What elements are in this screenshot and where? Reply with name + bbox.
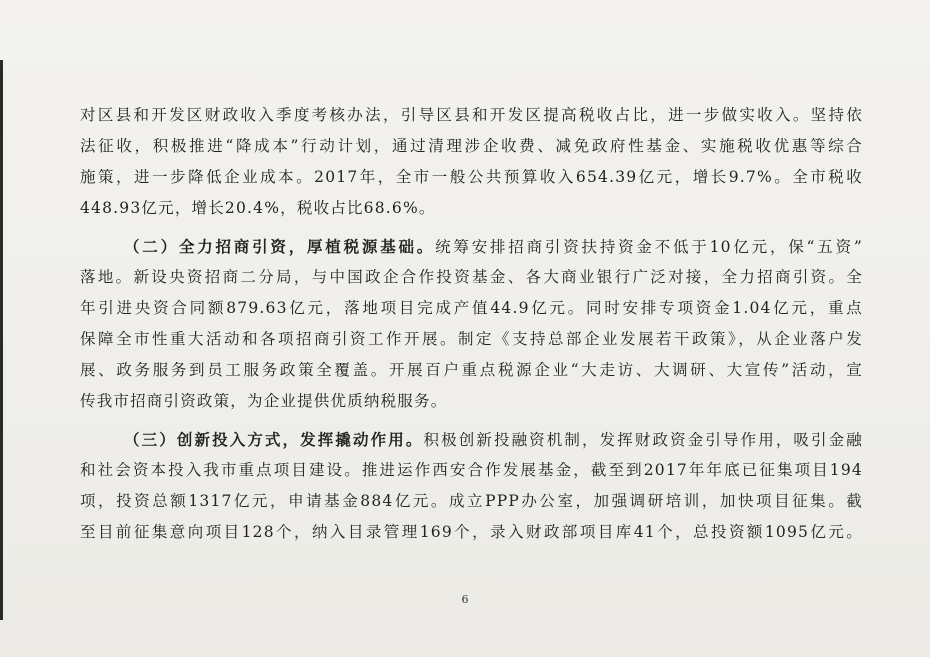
text-line: 保障全市性重大活动和各项招商引资工作开展。制定《支持总部企业发展若干政策》，从企业落户发 (80, 330, 863, 348)
section-heading: （三）创新投入方式，发挥撬动作用。 (124, 430, 424, 449)
text-line: 展、政务服务到员工服务政策全覆盖。开展百户重点税源企业“大走访、大调研、大宣传”活动，宣 (80, 361, 863, 379)
text-line: 448.93亿元，增长20.4%，税收占比68.6%。 (80, 199, 436, 217)
paragraph-revenue (80, 100, 863, 224)
text-line: 传我市招商引资政策，为企业提供优质纳税服务。 (80, 392, 448, 410)
text-line: 年引进央资合同额879.63亿元，落地项目完成产值44.9亿元。同时安排专项资金1.04亿元，重点 (80, 299, 863, 317)
paragraph-investment-methods (80, 424, 863, 548)
text-segment: 积极创新投融资机制，发挥财政资金引导作用，吸引金融 (423, 431, 863, 449)
text-segment: 统筹安排招商引资扶持资金不低于10亿元，保“五资” (435, 238, 863, 256)
text-line: 落地。新设央资招商二分局，与中国政企合作投资基金、各大商业银行广泛对接，全力招商引资。全 (80, 268, 863, 286)
section-heading: （二）全力招商引资，厚植税源基础。 (124, 237, 436, 256)
text-line: 项，投资总额1317亿元，申请基金884亿元。成立PPP办公室，加强调研培训，加快项目征集。截 (80, 492, 863, 510)
page-number: 6 (461, 593, 469, 606)
text-line: 法征收，积极推进“降成本”行动计划，通过清理涉企收费、减免政府性基金、实施税收优惠等综合 (80, 137, 863, 155)
text-line: 和社会资本投入我市重点项目建设。推进运作西安合作发展基金，截至到2017年年底已征集项目194 (80, 461, 863, 479)
text-line: 对区县和开发区财政收入季度考核办法，引导区县和开发区提高税收占比，进一步做实收入。坚持依 (80, 106, 863, 124)
scan-edge-shadow (0, 60, 3, 620)
text-line (80, 424, 863, 455)
paragraph-investment-attraction (80, 231, 863, 417)
text-line: 至目前征集意向项目128个，纳入目录管理169个，录入财政部项目库41个，总投资额1095亿元。 (80, 523, 863, 541)
text-line (80, 231, 863, 262)
text-line: 施策，进一步降低企业成本。2017年，全市一般公共预算收入654.39亿元，增长9.7%。全市税收 (80, 168, 863, 186)
